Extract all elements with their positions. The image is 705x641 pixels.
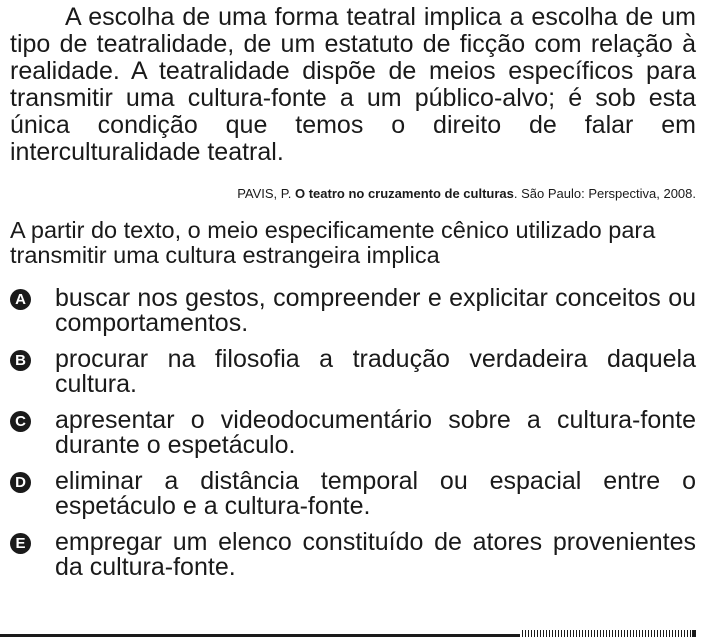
passage-text: A escolha de uma forma teatral implica a escolha de um tipo de teatralidade, de um estatuto de ficção com relação à realidade. A teatralidade dispõe de meios específicos para transmitir uma cultura-fonte a um público-alvo; é sob esta única condição que temos o direito de falar em interculturalidade teatral. (10, 3, 696, 166)
option-b[interactable] (10, 347, 696, 397)
option-a-letter-icon: A (10, 289, 31, 310)
citation-author: PAVIS, P. (237, 186, 295, 201)
answer-options (10, 286, 696, 580)
option-d[interactable] (10, 469, 696, 519)
citation-title: O teatro no cruzamento de culturas (295, 186, 514, 201)
option-a[interactable] (10, 286, 696, 336)
footer-end-mark (692, 630, 696, 637)
question-stem: A partir do texto, o meio especificamente cênico utilizado para transmitir uma cultura estrangeira implica (10, 217, 656, 268)
option-a-text: buscar nos gestos, compreender e explicitar conceitos ou comportamentos. (55, 284, 696, 337)
option-e-letter-icon: E (10, 533, 31, 554)
exam-question (10, 4, 696, 591)
option-c-text: apresentar o videodocumentário sobre a cultura-fonte durante o espetáculo. (55, 406, 696, 459)
option-c[interactable] (10, 408, 696, 458)
footer-rule (0, 634, 520, 637)
option-e-text: empregar um elenco constituído de atores provenientes da cultura-fonte. (55, 528, 696, 581)
option-d-text: eliminar a distância temporal ou espacial entre o espetáculo e a cultura-fonte. (55, 467, 696, 520)
option-d-letter-icon: D (10, 472, 31, 493)
citation (10, 186, 696, 202)
option-e[interactable] (10, 530, 696, 580)
citation-rest: . São Paulo: Perspectiva, 2008. (513, 186, 696, 201)
option-c-letter-icon: C (10, 411, 31, 432)
footer-tick-marks (522, 630, 692, 637)
option-b-text: procurar na filosofia a tradução verdadeira daquela cultura. (55, 345, 696, 398)
option-b-letter-icon: B (10, 350, 31, 371)
